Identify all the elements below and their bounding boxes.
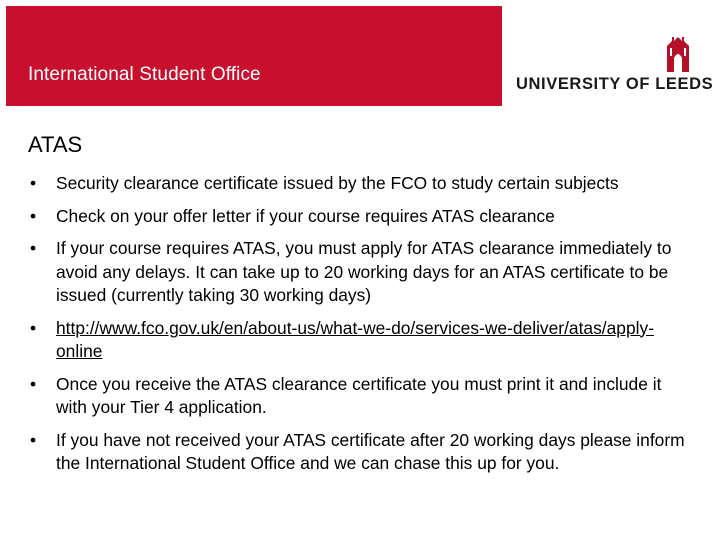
university-crest-icon <box>659 32 697 74</box>
university-logo <box>502 6 720 106</box>
bullet-item <box>30 429 690 476</box>
bullet-text: Security clearance certificate issued by the FCO to study certain subjects <box>56 173 619 193</box>
bullet-marker: • <box>30 238 37 258</box>
bullet-text: If you have not received your ATAS certificate after 20 working days please inform the International Student Office and we can chase this up for you. <box>56 429 685 473</box>
bullet-marker: • <box>30 429 37 450</box>
bullet-marker: • <box>30 173 37 193</box>
bullet-text: If your course requires ATAS, you must apply for ATAS clearance immediately to avoid any delays. It can take up to 20 working days for an ATAS certificate to be issued (currently taking 30 working days) <box>56 238 672 305</box>
slide-title: ATAS <box>28 132 83 157</box>
bullet-list <box>30 172 690 485</box>
bullet-item <box>30 237 690 308</box>
bullet-marker: • <box>30 317 37 338</box>
bullet-text: Once you receive the ATAS clearance certificate you must print it and include it with your Tier 4 application. <box>56 373 662 417</box>
bullet-text: Check on your offer letter if your course requires ATAS clearance <box>56 205 555 226</box>
header-title: International Student Office <box>28 64 261 85</box>
bullet-item <box>30 373 690 420</box>
bullet-marker: • <box>30 205 37 226</box>
logo-wordmark: UNIVERSITY OF LEEDS <box>516 75 714 93</box>
bullet-item <box>30 172 690 196</box>
bullet-marker: • <box>30 373 37 394</box>
bullet-item <box>30 317 690 364</box>
atas-apply-link[interactable]: http://www.fco.gov.uk/en/about-us/what-we-do/services-we-deliver/atas/apply-online <box>56 317 654 361</box>
header-banner <box>6 6 720 106</box>
bullet-item <box>30 205 690 229</box>
